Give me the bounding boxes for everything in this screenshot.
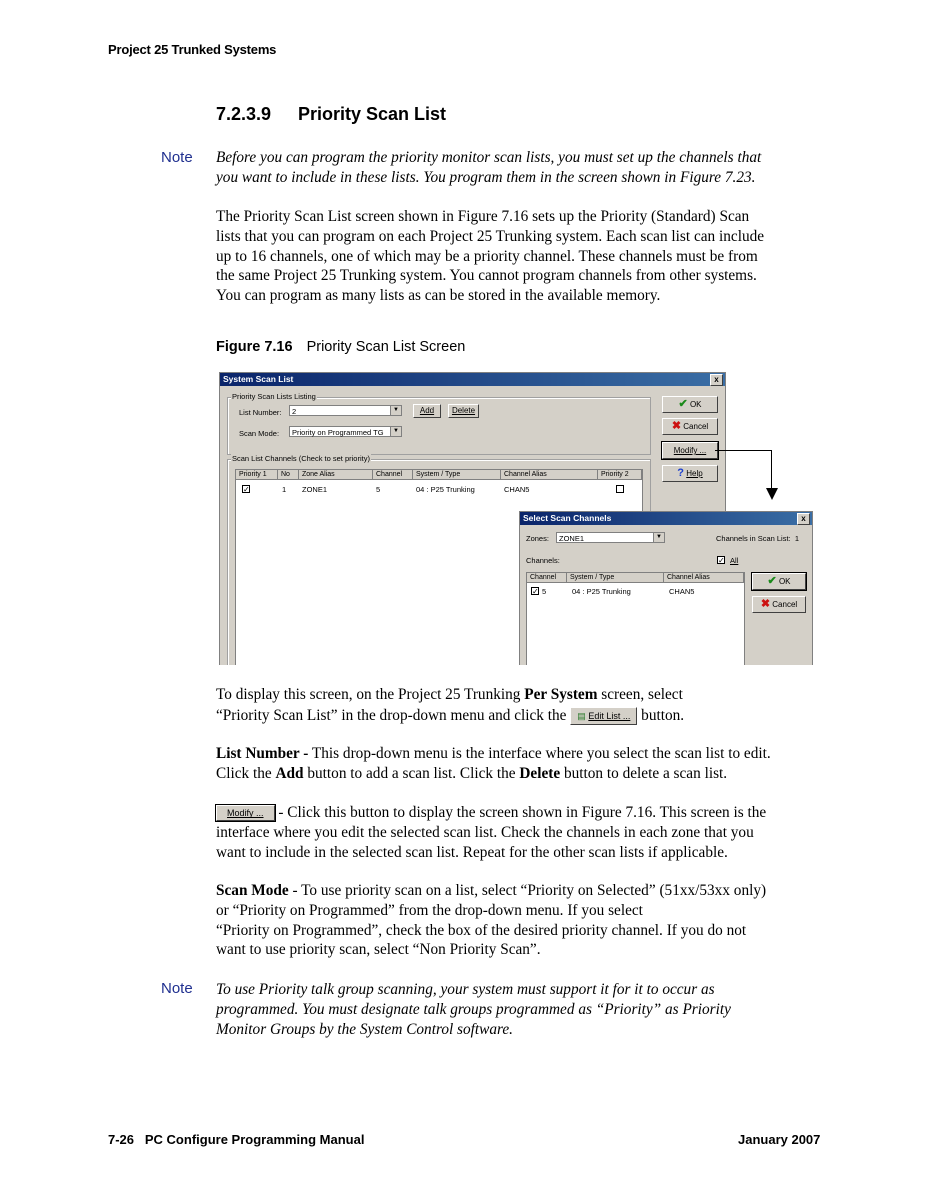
figure-screenshot bbox=[219, 372, 813, 665]
text-span: - Click this button to display the screen shown in Figure 7.16. This screen is the bbox=[274, 804, 767, 821]
delete-label: Delete bbox=[451, 406, 476, 415]
footer-left bbox=[108, 1132, 364, 1147]
note-line: To use Priority talk group scanning, your system must support it for it to occur as bbox=[216, 981, 715, 998]
text-line bbox=[216, 803, 826, 823]
edit-list-label: Edit List ... bbox=[588, 711, 631, 722]
figure-caption bbox=[216, 339, 465, 355]
term: Scan Mode bbox=[216, 882, 289, 899]
section-title: Priority Scan List bbox=[298, 104, 447, 124]
running-header: Project 25 Trunked Systems bbox=[108, 42, 277, 57]
row-channel-alias: CHAN5 bbox=[504, 485, 530, 494]
channels-in-list-text: Channels in Scan List: bbox=[716, 534, 791, 543]
row-channel: 5 bbox=[376, 485, 381, 494]
text-line bbox=[216, 764, 826, 784]
note-line: Before you can program the priority monitor scan lists, you must set up the channels that bbox=[216, 149, 762, 166]
section-number: 7.2.3.9 bbox=[216, 104, 272, 124]
text-line: want to use priority scan, select “Non Priority Scan”. bbox=[216, 941, 541, 959]
text-line: The Priority Scan List screen shown in Figure 7.16 sets up the Priority (Standard) Scan bbox=[216, 208, 750, 225]
zones-select[interactable] bbox=[556, 532, 665, 543]
modify-label: Modify ... bbox=[673, 446, 707, 455]
column-header[interactable]: Channel bbox=[373, 470, 413, 480]
channels-in-list-label bbox=[716, 534, 799, 543]
help-label: Help bbox=[686, 469, 703, 478]
chevron-down-icon[interactable]: ▼ bbox=[653, 533, 664, 542]
row-system-type: 04 : P25 Trunking bbox=[416, 485, 475, 494]
zones-value: ZONE1 bbox=[559, 534, 585, 543]
chevron-down-icon[interactable]: ▼ bbox=[390, 406, 401, 415]
priority2-checkbox[interactable] bbox=[616, 485, 624, 493]
ok-label: OK bbox=[689, 400, 702, 409]
display-paragraph bbox=[216, 684, 826, 726]
ok-button[interactable] bbox=[752, 573, 806, 590]
list-number-value: 2 bbox=[292, 407, 297, 416]
cancel-button[interactable] bbox=[752, 596, 806, 613]
note-text bbox=[216, 980, 826, 1039]
modify-button[interactable] bbox=[662, 442, 718, 459]
cancel-label: Cancel bbox=[772, 600, 798, 609]
text-line bbox=[216, 744, 826, 764]
text-line: up to 16 channels, one of which may be a priority channel. These channels must be from bbox=[216, 247, 758, 265]
text-line bbox=[216, 705, 826, 726]
modify-paragraph bbox=[216, 803, 826, 862]
arrow-head-icon bbox=[766, 488, 778, 500]
text-line: interface where you edit the selected scan list. Check the channels in each zone that you bbox=[216, 823, 754, 841]
text-span: This drop-down menu is the interface where you select the scan list to edit. bbox=[308, 745, 771, 762]
page-number: 7-26 bbox=[108, 1132, 135, 1147]
column-header[interactable]: Priority 2 bbox=[598, 470, 642, 480]
text-line: want to include in the selected scan list. Repeat for the other scan lists if applicable. bbox=[216, 843, 728, 861]
modify-inline-label: Modify ... bbox=[227, 808, 264, 819]
all-checkbox[interactable]: ✓ bbox=[718, 556, 725, 565]
text-line bbox=[216, 684, 826, 705]
check-icon: ✔ bbox=[767, 575, 777, 587]
column-header[interactable]: System / Type bbox=[567, 573, 664, 583]
note-line: Monitor Groups by the System Control software. bbox=[216, 1020, 514, 1038]
figure-label: Figure 7.16 bbox=[216, 339, 293, 355]
add-label: Add bbox=[419, 406, 435, 415]
scan-mode-label: Scan Mode: bbox=[239, 429, 280, 438]
scan-mode-paragraph bbox=[216, 881, 826, 960]
delete-button[interactable] bbox=[448, 404, 479, 418]
column-header[interactable]: Channel Alias bbox=[664, 573, 744, 583]
x-icon: ✖ bbox=[760, 598, 771, 610]
note-line: programmed. You must designate talk groups programmed as “Priority” as Priority bbox=[216, 1000, 731, 1018]
note-line: you want to include in these lists. You program them in the screen shown in Figure 7.23. bbox=[216, 168, 756, 186]
delete-term: Delete bbox=[519, 764, 561, 782]
dialog-titlebar bbox=[520, 512, 812, 525]
edit-list-button bbox=[570, 707, 637, 725]
text-span: screen, select bbox=[597, 686, 683, 703]
intro-paragraph bbox=[216, 207, 826, 306]
question-icon: ? bbox=[677, 467, 685, 479]
help-button[interactable] bbox=[662, 465, 718, 482]
x-icon: ✖ bbox=[671, 420, 682, 432]
group-label: Scan List Channels (Check to set priority) bbox=[232, 454, 370, 463]
channels-label: Channels: bbox=[526, 556, 560, 565]
check-icon: ✔ bbox=[678, 398, 688, 410]
text-line: “Priority on Programmed”, check the box of the desired priority channel. If you do not bbox=[216, 921, 747, 939]
channels-list[interactable] bbox=[526, 572, 745, 665]
ok-label: OK bbox=[778, 577, 791, 586]
column-header[interactable]: Channel bbox=[527, 573, 567, 583]
text-span: To display this screen, on the Project 25 Trunking bbox=[216, 686, 525, 703]
note-text bbox=[216, 148, 826, 188]
priority1-checkbox[interactable]: ✓ bbox=[243, 485, 250, 494]
list-number-label: List Number: bbox=[239, 408, 282, 417]
text-line: the same Project 25 Trunking system. You cannot program channels from other systems. bbox=[216, 267, 757, 285]
figure-title: Priority Scan List Screen bbox=[306, 339, 466, 355]
cancel-label: Cancel bbox=[683, 422, 709, 431]
list-number-select[interactable] bbox=[289, 405, 402, 416]
add-button[interactable] bbox=[413, 404, 441, 418]
cancel-button[interactable] bbox=[662, 418, 718, 435]
manual-title: PC Configure Programming Manual bbox=[144, 1132, 365, 1147]
group-label: Priority Scan Lists Listing bbox=[232, 392, 316, 401]
dialog-titlebar bbox=[220, 373, 725, 386]
text-span: Click the bbox=[216, 764, 276, 782]
row-no: 1 bbox=[282, 485, 287, 494]
row-channel: 5 bbox=[542, 587, 547, 596]
chevron-down-icon[interactable]: ▼ bbox=[390, 427, 401, 436]
text-line: You can program as many lists as can be stored in the available memory. bbox=[216, 287, 661, 305]
channels-count: 1 bbox=[794, 534, 799, 543]
column-header[interactable]: Priority 1 bbox=[236, 470, 278, 480]
all-label-text: All bbox=[730, 556, 739, 565]
callout-line bbox=[715, 450, 772, 451]
column-header[interactable]: Channel Alias bbox=[501, 470, 598, 480]
text-span: button to delete a scan list. bbox=[560, 764, 728, 782]
scan-mode-select[interactable] bbox=[289, 426, 402, 437]
callout-line bbox=[771, 450, 772, 490]
footer-date: January 2007 bbox=[738, 1132, 821, 1147]
edit-list-icon: ▤ bbox=[577, 711, 586, 722]
scan-mode-value: Priority on Programmed TG bbox=[292, 428, 384, 437]
dialog-title: Select Scan Channels bbox=[523, 513, 612, 523]
add-term: Add bbox=[275, 764, 304, 782]
section-heading bbox=[216, 104, 446, 125]
zones-label: Zones: bbox=[526, 534, 549, 543]
row-channel-alias: CHAN5 bbox=[669, 587, 695, 596]
column-header[interactable]: Zone Alias bbox=[299, 470, 373, 480]
note-label: Note bbox=[161, 149, 193, 166]
row-zone-alias: ZONE1 bbox=[302, 485, 328, 494]
per-system-term: Per System bbox=[524, 686, 598, 703]
ok-button[interactable] bbox=[662, 396, 718, 413]
text-span: - To use priority scan on a list, select “Priority on Selected” (51xx/53xx only) bbox=[288, 882, 767, 899]
dialog-title: System Scan List bbox=[223, 374, 294, 384]
close-icon[interactable]: x bbox=[710, 374, 723, 386]
term: List Number - bbox=[216, 745, 309, 762]
text-span: button to add a scan list. Click the bbox=[303, 764, 520, 782]
list-number-paragraph bbox=[216, 744, 826, 784]
all-label bbox=[730, 556, 738, 565]
text-span: button. bbox=[637, 707, 685, 724]
text-line bbox=[216, 881, 826, 901]
channel-checkbox[interactable]: ✓ bbox=[532, 587, 539, 596]
column-header[interactable]: No bbox=[278, 470, 299, 480]
text-span: “Priority Scan List” in the drop-down menu and click the bbox=[216, 707, 571, 724]
modify-inline-button bbox=[216, 805, 275, 821]
row-system-type: 04 : P25 Trunking bbox=[572, 587, 631, 596]
select-scan-channels-dialog bbox=[519, 511, 813, 665]
text-line: lists that you can program on each Project 25 Trunking system. Each scan list can include bbox=[216, 227, 765, 245]
column-header[interactable]: System / Type bbox=[413, 470, 501, 480]
close-icon[interactable]: x bbox=[797, 513, 810, 525]
note-label: Note bbox=[161, 980, 193, 997]
text-line: or “Priority on Programmed” from the drop-down menu. If you select bbox=[216, 901, 643, 919]
